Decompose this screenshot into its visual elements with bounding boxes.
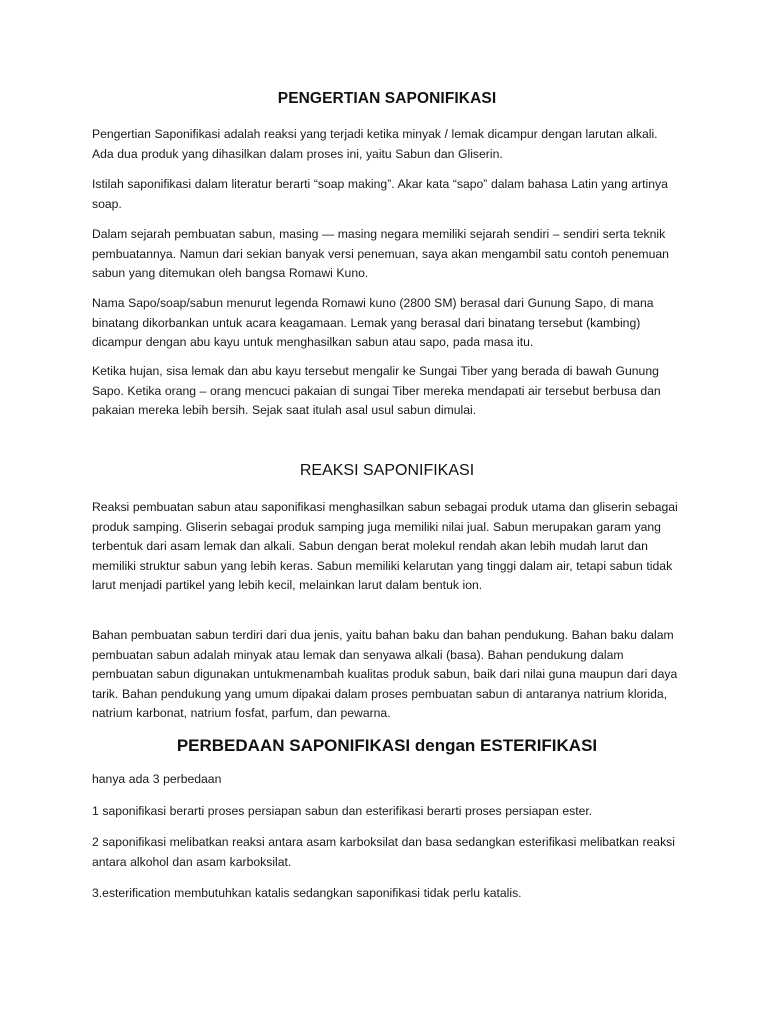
paragraph: Ketika hujan, sisa lemak dan abu kayu tersebut mengalir ke Sungai Tiber yang berada di bawah Gunung Sapo. Ketika orang – orang mencuci pakaian di sungai Tiber mereka mendapati air tersebut berbusa dan pakaian mereka lebih bersih. Sejak saat itulah asal usul sabun dimulai.	[92, 364, 661, 418]
paragraph: 2 saponifikasi melibatkan reaksi antara asam karboksilat dan basa sedangkan esterifikasi melibatkan reaksi antara alkohol dan asam karboksilat.	[92, 835, 675, 869]
paragraph: Reaksi pembuatan sabun atau saponifikasi menghasilkan sabun sebagai produk utama dan gliserin sebagai produk samping. Gliserin sebagai produk samping juga memiliki nilai jual. Sabun merupakan garam yang terbentuk dari asam lemak dan alkali. Sabun dengan berat molekul rendah akan lebih mudah larut dan memiliki struktur sabun yang lebih keras. Sabun memiliki kelarutan yang tinggi dalam air, tetapi sabun tidak larut menjadi partikel yang lebih kecil, melainkan larut dalam bentuk ion.	[92, 500, 678, 593]
paragraph: Nama Sapo/soap/sabun menurut legenda Romawi kuno (2800 SM) berasal dari Gunung Sapo, di mana binatang dikorbankan untuk acara keagamaan. Lemak yang berasal dari binatang tersebut (kambing) dicampur dengan abu kayu untuk menghasilkan sabun atau sapo, pada masa itu.	[92, 296, 654, 350]
section-title-perbedaan: PERBEDAAN SAPONIFIKASI dengan ESTERIFIKASI	[176, 736, 598, 755]
paragraph: Istilah saponifikasi dalam literatur berarti “soap making”. Akar kata “sapo” dalam bahasa Latin yang artinya soap.	[92, 177, 668, 211]
paragraph: 3.esterification membutuhkan katalis sedangkan saponifikasi tidak perlu katalis.	[92, 886, 522, 900]
paragraph: Dalam sejarah pembuatan sabun, masing — masing negara memiliki sejarah sendiri – sendiri serta teknik pembuatannya. Namun dari sekian banyak versi penemuan, saya akan mengambil satu contoh penemuan sabun yang ditemukan oleh bangsa Romawi Kuno.	[92, 227, 669, 281]
section-title-reaksi: REAKSI SAPONIFIKASI	[299, 462, 475, 479]
paragraph: hanya ada 3 perbedaan	[92, 772, 222, 786]
section-title-pengertian: PENGERTIAN SAPONIFIKASI	[277, 90, 497, 107]
paragraph: Pengertian Saponifikasi adalah reaksi yang terjadi ketika minyak / lemak dicampur dengan larutan alkali. Ada dua produk yang dihasilkan dalam proses ini, yaitu Sabun dan Gliserin.	[92, 127, 658, 161]
paragraph: Bahan pembuatan sabun terdiri dari dua jenis, yaitu bahan baku dan bahan pendukung. Bahan baku dalam pembuatan sabun adalah minyak atau lemak dan senyawa alkali (basa). Bahan pendukung dalam pembuatan sabun digunakan untukmenambah kualitas produk sabun, baik dari nilai guna maupun dari daya tarik. Bahan pendukung yang umum dipakai dalam proses pembuatan sabun di antaranya natrium klorida, natrium karbonat, natrium fosfat, parfum, dan pewarna.	[92, 628, 678, 721]
paragraph: 1 saponifikasi berarti proses persiapan sabun dan esterifikasi berarti proses persiapan ester.	[92, 804, 593, 818]
